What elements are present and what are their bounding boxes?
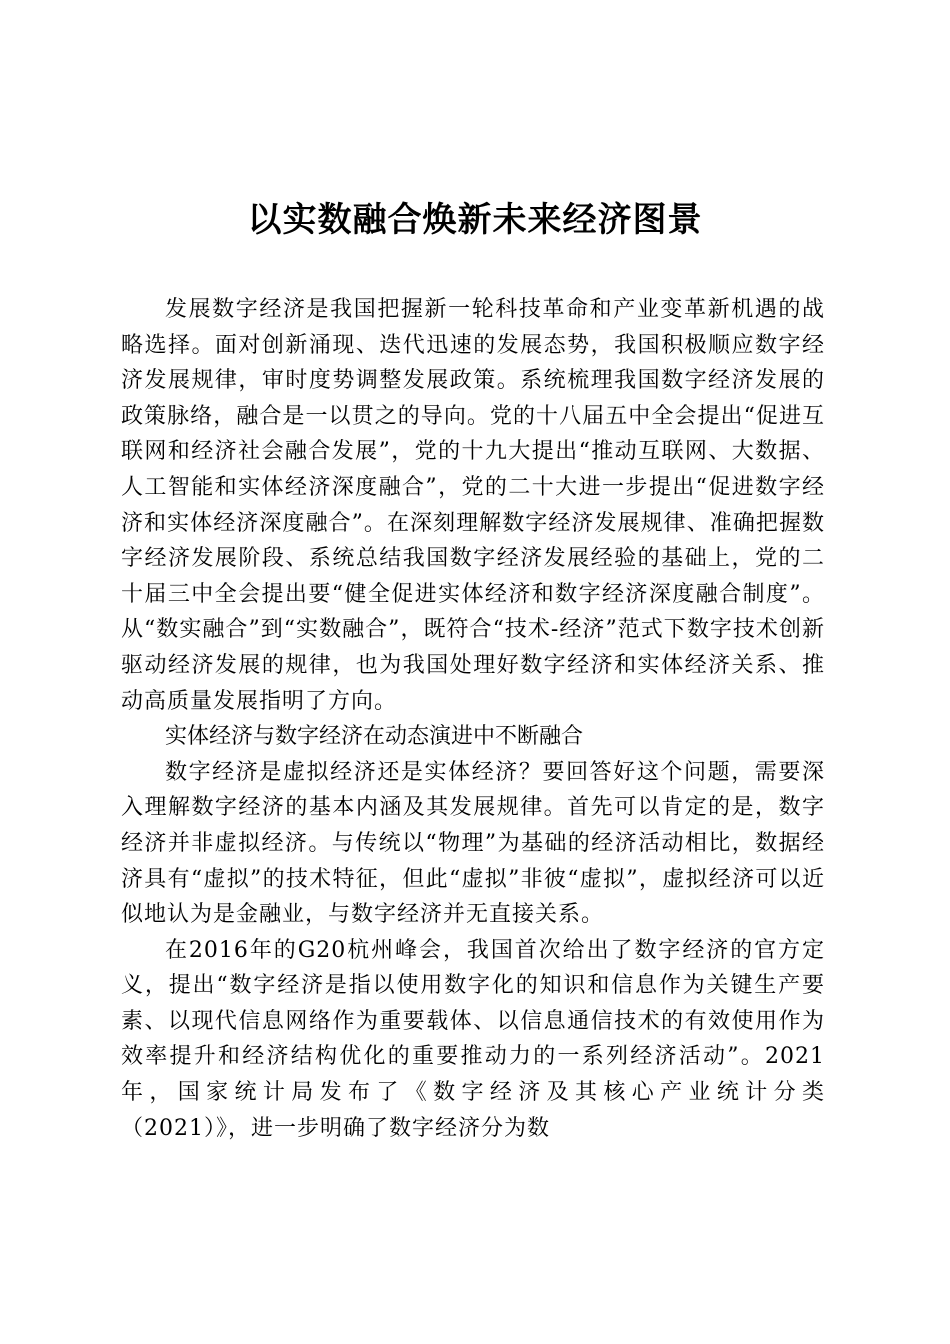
- document-body: [121, 292, 825, 1146]
- section-subheading: 实体经济与数字经济在动态演进中不断融合: [165, 724, 584, 750]
- paragraph-digital-economy-nature: 数字经济是虚拟经济还是实体经济？要回答好这个问题，需要深入理解数字经济的基本内涵及其发展规律。首先可以肯定的是，数字经济并非虚拟经济。与传统以“物理”为基础的经济活动相比，数据经济具有“虚拟”的技术特征，但此“虚拟”非彼“虚拟”，虚拟经济可以近似地认为是金融业，与数字经济并无直接关系。: [121, 759, 825, 928]
- document-title: 以实数融合焕新未来经济图景: [247, 200, 703, 240]
- paragraph-g20-definition: 在2016年的G20杭州峰会，我国首次给出了数字经济的官方定义，提出“数字经济是指以使用数字化的知识和信息作为关键生产要素、以现代信息网络作为重要载体、以信息通信技术的有效使用作为效率提升和经济结构优化的重要推动力的一系列经济活动”。2021年，国家统计局发布了《数字经济及其核心产业统计分类（2021）》，进一步明确了数字经济分为数: [121, 937, 825, 1141]
- paragraph-intro: 发展数字经济是我国把握新一轮科技革命和产业变革新机遇的战略选择。面对创新涌现、迭代迅速的发展态势，我国积极顺应数字经济发展规律，审时度势调整发展政策。系统梳理我国数字经济发展的政策脉络，融合是一以贯之的导向。党的十八届五中全会提出“促进互联网和经济社会融合发展”，党的十九大提出“推动互联网、大数据、人工智能和实体经济深度融合”，党的二十大进一步提出“促进数字经济和实体经济深度融合”。在深刻理解数字经济发展规律、准确把握数字经济发展阶段、系统总结我国数字经济发展经验的基础上，党的二十届三中全会提出要“健全促进实体经济和数字经济深度融合制度”。从“数实融合”到“实数融合”，既符合“技术-经济”范式下数字技术创新驱动经济发展的规律，也为我国处理好数字经济和实体经济关系、推动高质量发展指明了方向。: [121, 297, 825, 714]
